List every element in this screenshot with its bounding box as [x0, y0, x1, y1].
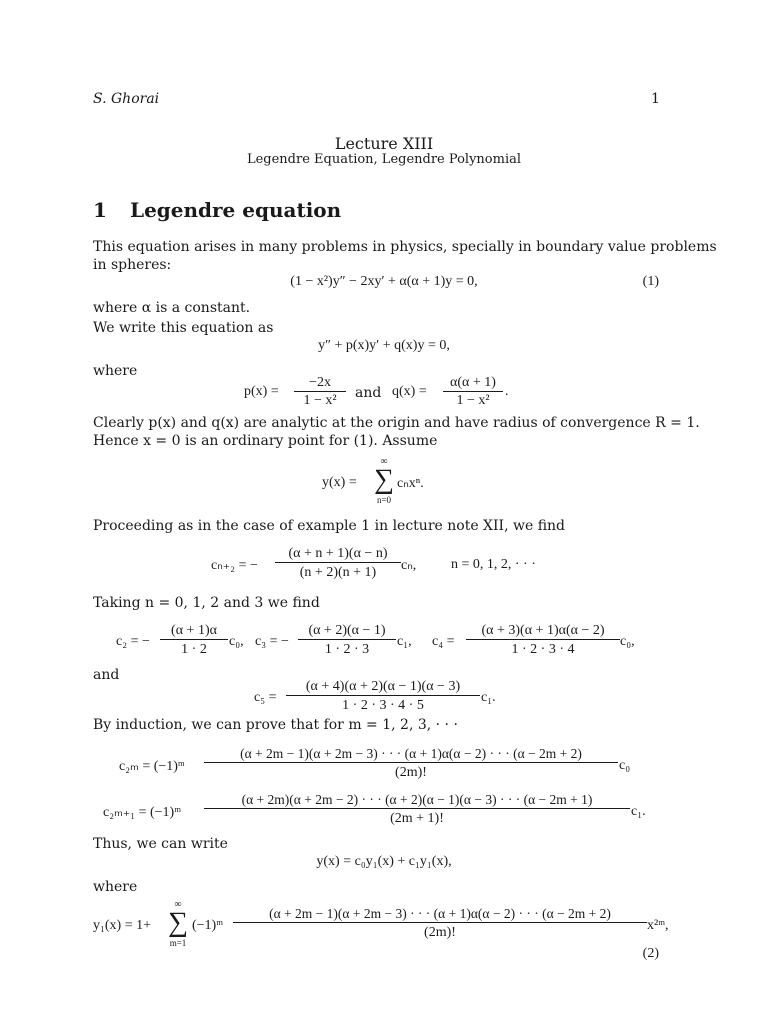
c4-tail: c₀,: [620, 634, 635, 649]
general-solution: y(x) = c₀y₁(x) + c₁y₁(x),: [316, 854, 452, 869]
paragraph-line: in spheres:: [93, 257, 172, 273]
equation-label: (1): [642, 274, 659, 289]
y1-lhs: y₁(x) = 1+: [93, 918, 151, 933]
lecture-subtitle: Legendre Equation, Legendre Polynomial: [246, 152, 522, 167]
period: .: [505, 384, 509, 399]
p-definition-lhs: p(x) =: [244, 384, 279, 399]
y1-denominator: (2m)!: [424, 925, 456, 940]
header-author: S. Ghorai: [93, 91, 160, 107]
section-title: Legendre equation: [130, 198, 342, 222]
p-denominator: 1 − x²: [303, 393, 337, 408]
legendre-equation: (1 − x²)y″ − 2xy′ + α(α + 1)y = 0,: [290, 274, 478, 289]
y1-upper-limit: ∞: [174, 899, 182, 910]
c2-numerator: (α + 1)α: [160, 623, 228, 640]
paragraph-line: Proceeding as in the case of example 1 in lecture note XII, we find: [93, 518, 566, 534]
series-lower-limit: n=0: [376, 495, 392, 505]
paragraph-line: where: [93, 879, 138, 895]
paragraph-line: This equation arises in many problems in physics, specially in boundary value problems: [93, 239, 717, 255]
c3-lhs: c₃ = −: [255, 634, 289, 649]
recurrence-denominator: (n + 2)(n + 1): [299, 565, 377, 580]
c3-tail: c₁,: [397, 634, 412, 649]
p-numerator: −2x: [294, 375, 346, 392]
paragraph-line: where α is a constant.: [93, 300, 251, 316]
c2m-denominator: (2m)!: [395, 765, 427, 780]
c2m-tail: c₀: [619, 758, 631, 773]
paragraph-line: Clearly p(x) and q(x) are analytic at the origin and have radius of convergence R = 1.: [93, 415, 700, 431]
recurrence-lhs: cₙ₊₂ = −: [211, 558, 258, 573]
series-term: cₙxⁿ.: [397, 476, 424, 491]
paragraph-line: and: [93, 667, 120, 683]
lecture-title: Lecture XIII: [334, 134, 434, 153]
y1-numerator: (α + 2m − 1)(α + 2m − 3) · · · (α + 1)α(α − 2) · · · (α − 2m + 2): [233, 906, 647, 923]
c5-denominator: 1 · 2 · 3 · 4 · 5: [342, 698, 424, 713]
summation-symbol: ∑: [374, 464, 394, 495]
recurrence-range: n = 0, 1, 2, · · ·: [451, 557, 536, 572]
c4-numerator: (α + 3)(α + 1)α(α − 2): [466, 623, 620, 640]
paragraph-line: By induction, we can prove that for m = 1, 2, 3, · · ·: [93, 717, 458, 733]
c2m1-denominator: (2m + 1)!: [390, 811, 444, 826]
c3-denominator: 1 · 2 · 3: [324, 642, 370, 657]
c2-lhs: c₂ = −: [116, 634, 150, 649]
c5-tail: c₁.: [481, 690, 496, 705]
q-definition-lhs: q(x) =: [392, 384, 427, 399]
y1-lower-limit: m=1: [169, 938, 187, 948]
y1-tail: x²ᵐ,: [647, 918, 669, 933]
series-upper-limit: ∞: [380, 456, 388, 467]
equation-label: (2): [642, 946, 659, 961]
header-page-number: 1: [651, 91, 660, 107]
c4-denominator: 1 · 2 · 3 · 4: [511, 642, 575, 657]
paragraph-line: We write this equation as: [93, 320, 274, 336]
c2-denominator: 1 · 2: [181, 642, 207, 657]
and-word: and: [355, 385, 382, 401]
c2m1-lhs: c₂ₘ₊₁ = (−1)ᵐ: [103, 805, 182, 820]
section-number: 1: [93, 198, 107, 222]
c2m-lhs: c₂ₘ = (−1)ᵐ: [119, 759, 185, 774]
paragraph-line: where: [93, 363, 138, 379]
q-numerator: α(α + 1): [443, 375, 503, 392]
c2-tail: c₀,: [229, 634, 244, 649]
c2m1-tail: c₁.: [631, 804, 646, 819]
c2m1-numerator: (α + 2m)(α + 2m − 2) · · · (α + 2)(α − 1)(α − 3) · · · (α − 2m + 1): [204, 792, 630, 809]
q-denominator: 1 − x²: [456, 393, 490, 408]
summation-symbol: ∑: [168, 907, 188, 938]
c3-numerator: (α + 2)(α − 1): [298, 623, 396, 640]
paragraph-line: Thus, we can write: [93, 836, 228, 852]
c2m-numerator: (α + 2m − 1)(α + 2m − 3) · · · (α + 1)α(α − 2) · · · (α − 2m + 2): [204, 746, 618, 763]
series-lhs: y(x) =: [322, 475, 357, 490]
recurrence-tail: cₙ,: [401, 558, 417, 573]
recurrence-numerator: (α + n + 1)(α − n): [275, 546, 401, 563]
c4-lhs: c₄ =: [432, 634, 455, 649]
standard-form-equation: y″ + p(x)y′ + q(x)y = 0,: [318, 338, 450, 353]
paragraph-line: Hence x = 0 is an ordinary point for (1). Assume: [93, 433, 438, 449]
c5-numerator: (α + 4)(α + 2)(α − 1)(α − 3): [286, 679, 480, 696]
c5-lhs: c₅ =: [254, 690, 277, 705]
paragraph-line: Taking n = 0, 1, 2 and 3 we find: [93, 595, 320, 611]
y1-sign: (−1)ᵐ: [192, 918, 224, 933]
